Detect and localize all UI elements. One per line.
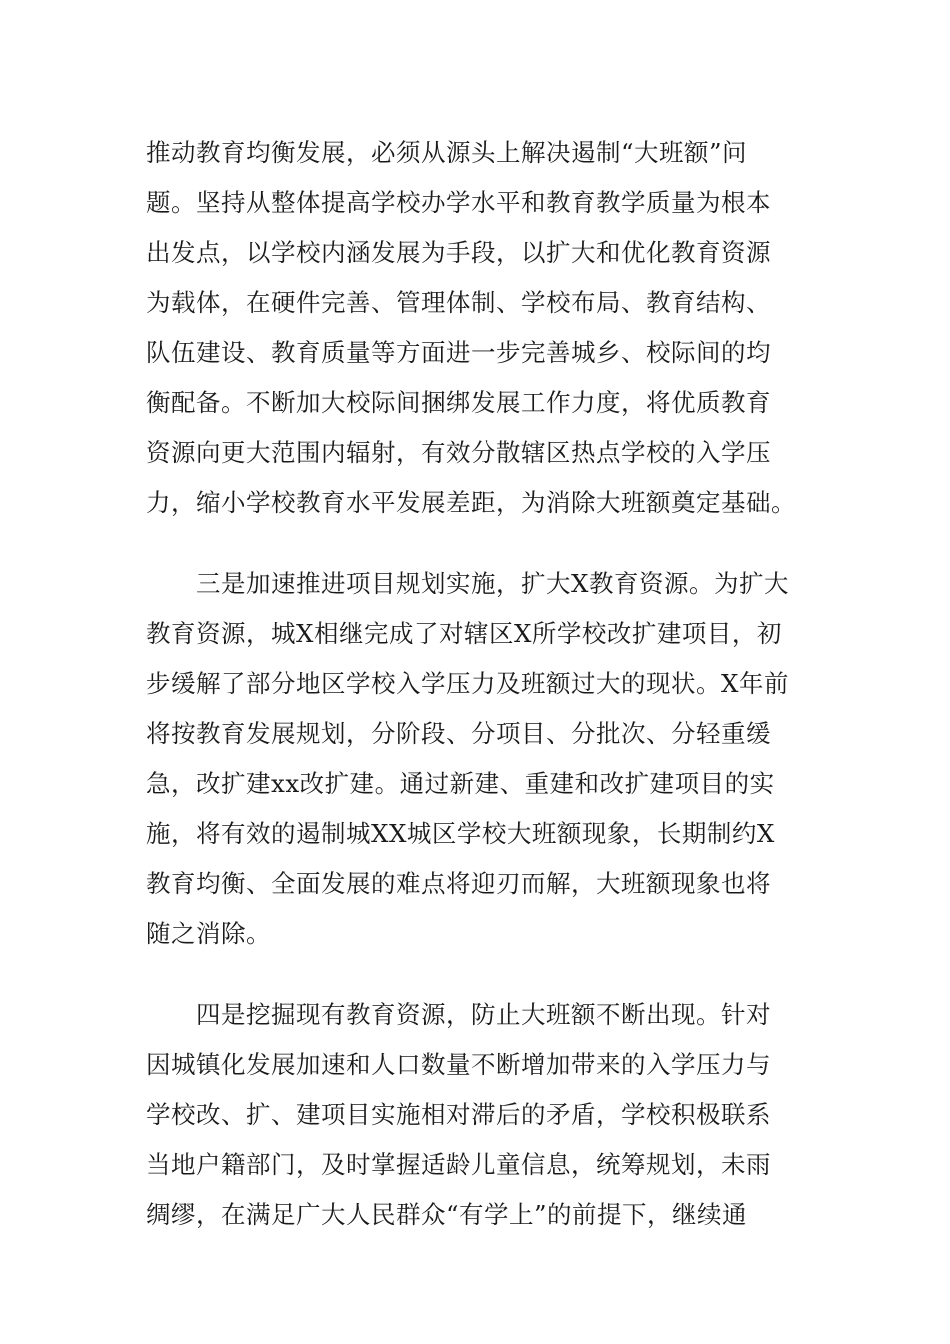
paragraph-spacing — [146, 528, 806, 559]
paragraph-2 — [146, 559, 806, 959]
text-line: 施，将有效的遏制城XX城区学校大班额现象，长期制约X — [146, 819, 775, 848]
text-line: 为载体，在硬件完善、管理体制、学校布局、教育结构、 — [146, 288, 771, 317]
text-line: 队伍建设、教育质量等方面进一步完善城乡、校际间的均 — [146, 338, 771, 367]
document-body — [146, 128, 806, 1240]
text-line: 因城镇化发展加速和人口数量不断增加带来的入学压力与 — [146, 1050, 771, 1079]
text-line: 教育均衡、全面发展的难点将迎刃而解，大班额现象也将 — [146, 869, 771, 898]
paragraph-spacing — [146, 959, 806, 990]
text-line: 力，缩小学校教育水平发展差距，为消除大班额奠定基础。 — [146, 488, 796, 517]
text-line: 资源向更大范围内辐射，有效分散辖区热点学校的入学压 — [146, 438, 771, 467]
text-line: 衡配备。不断加大校际间捆绑发展工作力度，将优质教育 — [146, 388, 771, 417]
text-line-first: 四是挖掘现有教育资源，防止大班额不断出现。针对 — [196, 1000, 771, 1029]
text-line: 绸缪，在满足广大人民群众“有学上”的前提下，继续通 — [146, 1200, 748, 1229]
text-line: 当地户籍部门，及时掌握适龄儿童信息，统筹规划，未雨 — [146, 1150, 771, 1179]
paragraph-3 — [146, 990, 806, 1240]
text-line: 推动教育均衡发展，必须从源头上解决遏制“大班额”问 — [146, 138, 748, 167]
text-line: 教育资源，城X相继完成了对辖区X所学校改扩建项目，初 — [146, 619, 782, 648]
text-line: 题。坚持从整体提高学校办学水平和教育教学质量为根本 — [146, 188, 771, 217]
text-line: 将按教育发展规划，分阶段、分项目、分批次、分轻重缓 — [146, 719, 771, 748]
text-line: 出发点，以学校内涵发展为手段，以扩大和优化教育资源 — [146, 238, 771, 267]
text-line-first: 三是加速推进项目规划实施，扩大X教育资源。为扩大 — [196, 569, 789, 598]
paragraph-1 — [146, 128, 806, 528]
text-line: 学校改、扩、建项目实施相对滞后的矛盾，学校积极联系 — [146, 1100, 771, 1129]
text-line: 急，改扩建xx改扩建。通过新建、重建和改扩建项目的实 — [146, 769, 775, 798]
text-line: 随之消除。 — [146, 919, 271, 948]
text-line: 步缓解了部分地区学校入学压力及班额过大的现状。X年前 — [146, 669, 789, 698]
